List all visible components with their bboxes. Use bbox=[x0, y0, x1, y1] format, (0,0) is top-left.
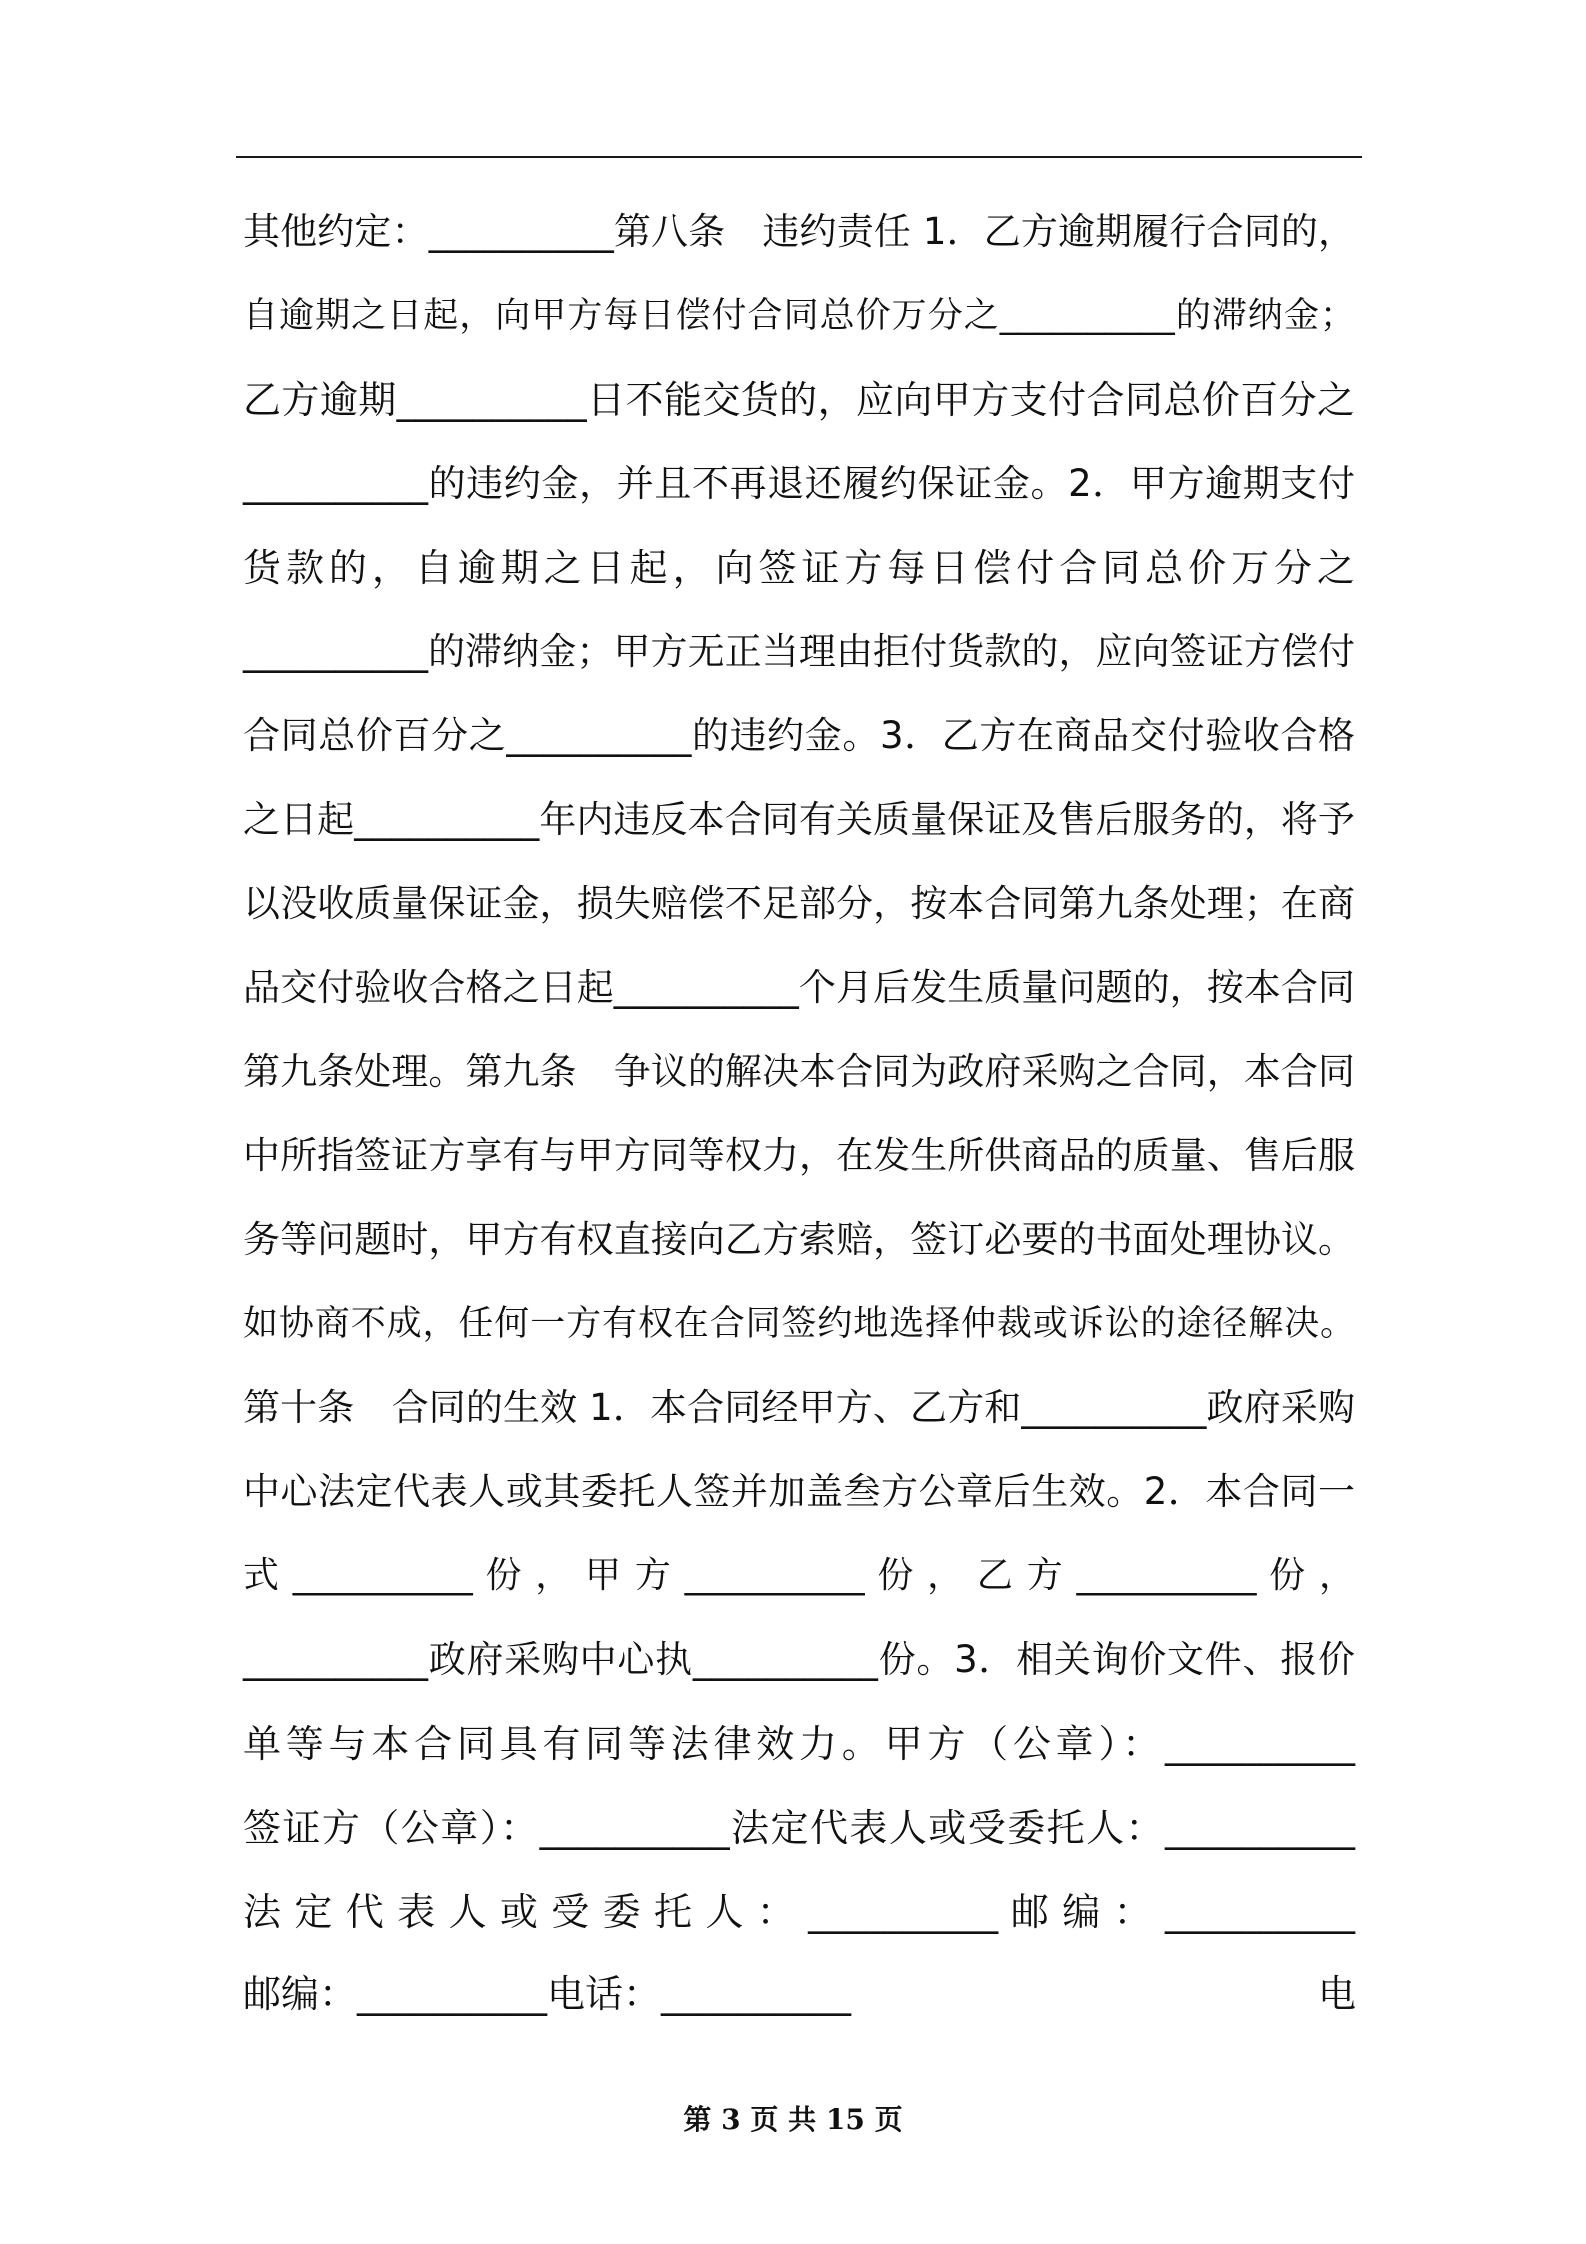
text-line: 合同总价百分之__________的违约金。3．乙方在商品交付验收合格 bbox=[243, 714, 1355, 757]
text-line: 式 __________ 份 ， 甲 方 __________ 份 ， 乙 方 __________ 份 ， bbox=[243, 1555, 1355, 1596]
header-rule bbox=[236, 156, 1362, 158]
text-line: 第十条 合同的生效 1．本合同经甲方、乙方和__________政府采购 bbox=[243, 1386, 1355, 1429]
text-line: 邮编：__________电话：__________ bbox=[243, 1972, 852, 2016]
text-line: 中所指签证方享有与甲方同等权力，在发生所供商品的质量、售后服 bbox=[243, 1134, 1355, 1177]
text-line: 中心法定代表人或其委托人签并加盖叁方公章后生效。2．本合同一 bbox=[243, 1470, 1355, 1513]
text-line: 其他约定：__________第八条 违约责任 1．乙方逾期履行合同的， bbox=[243, 210, 1355, 253]
page-number: 第 3 页 共 15 页 bbox=[683, 2103, 903, 2136]
text-line: 自逾期之日起，向甲方每日偿付合同总价万分之__________的滞纳金； bbox=[243, 296, 1355, 336]
text-line: 乙方逾期__________日不能交货的，应向甲方支付合同总价百分之 bbox=[243, 378, 1355, 422]
text-line: 法 定 代 表 人 或 受 委 托 人 ： __________ 邮 编 ： __________ bbox=[243, 1890, 1355, 1934]
text-line: 第九条处理。第九条 争议的解决本合同为政府采购之合同，本合同 bbox=[243, 1050, 1355, 1093]
text-line: __________的违约金，并且不再退还履约保证金。2．甲方逾期支付 bbox=[243, 462, 1355, 505]
text-line: __________的滞纳金；甲方无正当理由拒付货款的，应向签证方偿付 bbox=[243, 630, 1355, 673]
text-line-tail: 电 bbox=[1318, 1972, 1357, 2016]
text-line: 之日起__________年内违反本合同有关质量保证及售后服务的，将予 bbox=[243, 798, 1355, 841]
text-line: 如协商不成，任何一方有权在合同签约地选择仲裁或诉讼的途径解决。 bbox=[243, 1304, 1355, 1344]
text-line: 签证方（公章）：__________法定代表人或受委托人：__________ bbox=[243, 1806, 1355, 1850]
text-line: 货款的，自逾期之日起，向签证方每日偿付合同总价万分之 bbox=[243, 546, 1355, 590]
text-line: __________政府采购中心执__________份。3．相关询价文件、报价 bbox=[243, 1638, 1355, 1681]
text-line: 单等与本合同具有同等法律效力。甲方（公章）：__________ bbox=[243, 1722, 1355, 1766]
text-line: 以没收质量保证金，损失赔偿不足部分，按本合同第九条处理；在商 bbox=[243, 882, 1355, 925]
text-line: 务等问题时，甲方有权直接向乙方索赔，签订必要的书面处理协议。 bbox=[243, 1218, 1355, 1261]
text-line: 品交付验收合格之日起__________个月后发生质量问题的，按本合同 bbox=[243, 966, 1355, 1009]
